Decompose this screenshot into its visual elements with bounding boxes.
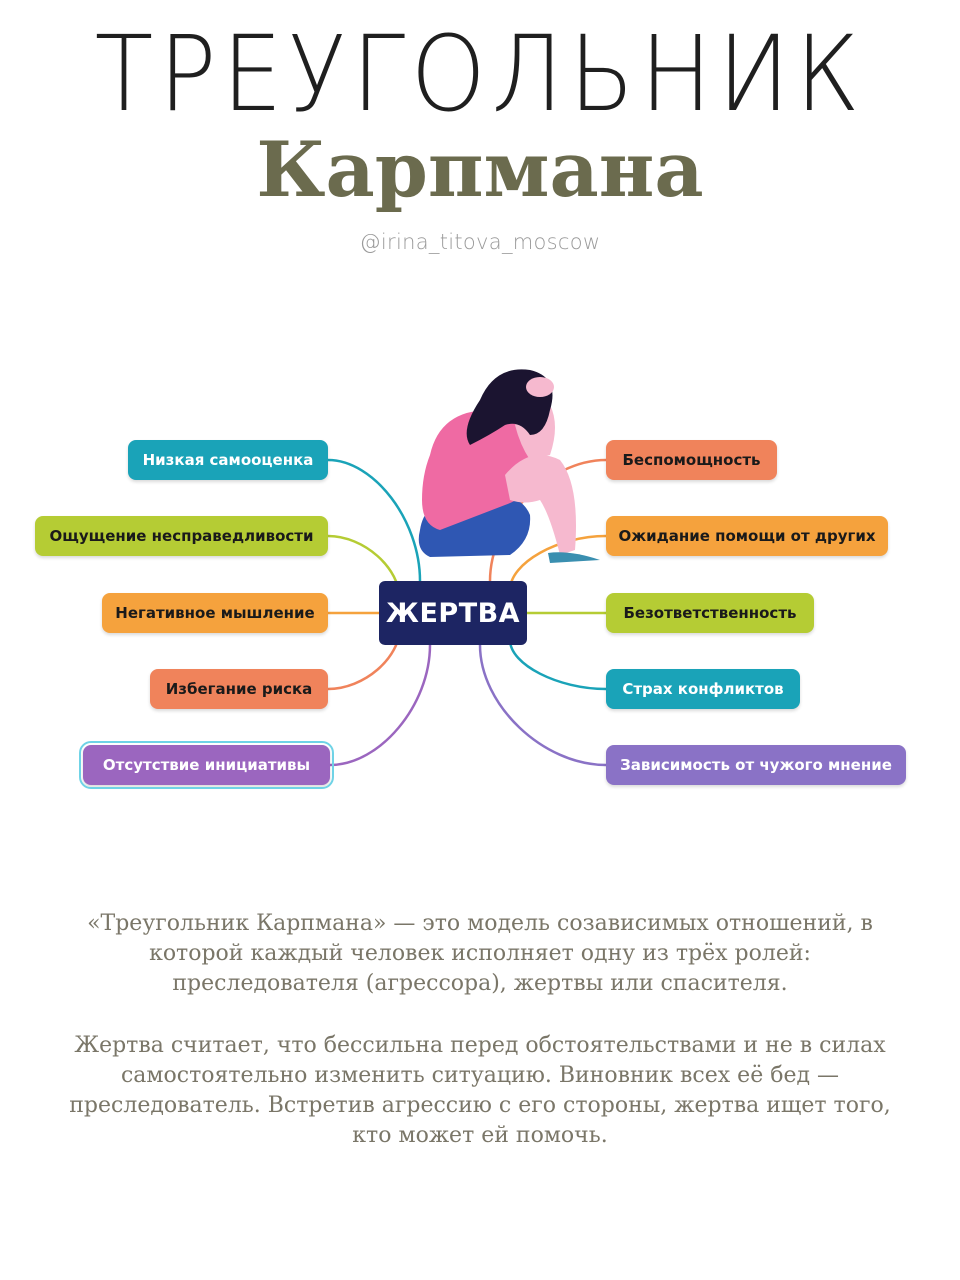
left-node-4: Избегание риска bbox=[150, 669, 328, 709]
right-node-3: Безответственность bbox=[606, 593, 814, 633]
right-node-5: Зависимость от чужого мнение bbox=[606, 745, 906, 785]
page-subtitle: Карпмана bbox=[256, 125, 704, 214]
author-handle: @irina_titova_moscow bbox=[359, 230, 601, 254]
page-title: ТРЕУГОЛЬНИК bbox=[94, 13, 866, 135]
left-node-2: Ощущение несправедливости bbox=[35, 516, 328, 556]
left-node-1: Низкая самооценка bbox=[128, 440, 328, 480]
center-node-victim: ЖЕРТВА bbox=[379, 581, 527, 645]
connector-right-5 bbox=[480, 645, 606, 765]
description-paragraph-1: «Треугольник Карпмана» — это модель созависимых отношений, в которой каждый человек исполняет одну из трёх ролей: преследователя (агрессора), жертвы или спасителя. bbox=[87, 911, 873, 996]
sad-woman-illustration bbox=[400, 365, 610, 575]
right-node-1: Беспомощность bbox=[606, 440, 777, 480]
connector-right-4 bbox=[510, 640, 606, 689]
description-paragraph-2: Жертва считает, что бессильна перед обстоятельствами и не в силах самостоятельно изменить ситуацию. Виновник всех её бед — преследователь. Встретив агрессию с его стороны, жертва ищет того, кто может ей помочь. bbox=[69, 1033, 891, 1148]
connector-left-5 bbox=[330, 645, 430, 765]
right-node-4: Страх конфликтов bbox=[606, 669, 800, 709]
right-node-2: Ожидание помощи от других bbox=[606, 516, 888, 556]
left-node-5: Отсутствие инициативы bbox=[83, 745, 330, 785]
left-node-3: Негативное мышление bbox=[102, 593, 328, 633]
